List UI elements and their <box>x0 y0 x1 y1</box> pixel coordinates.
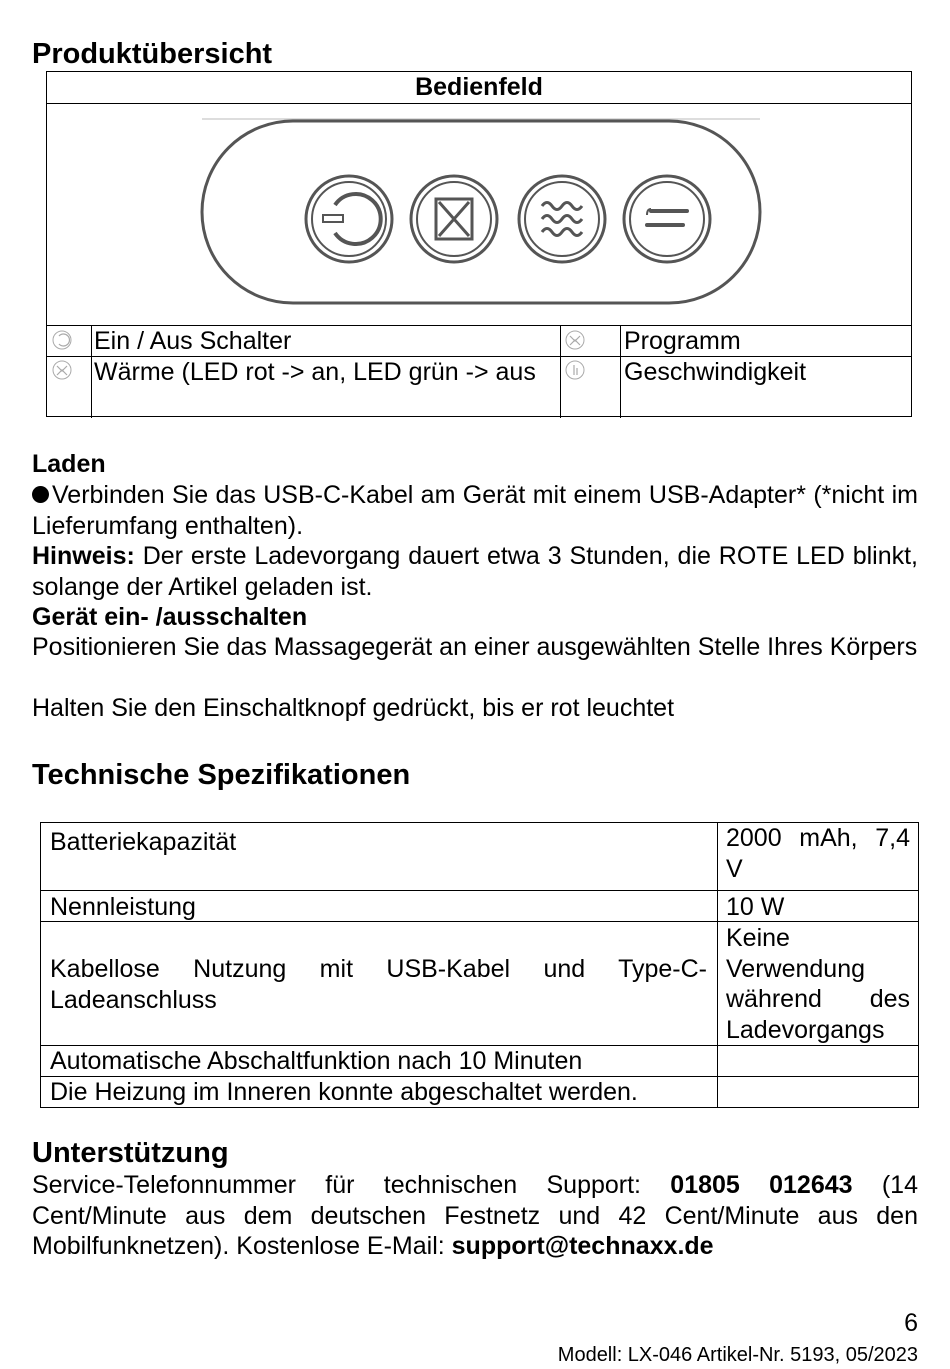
specs-row-divider <box>41 890 918 891</box>
panel-image-cell <box>47 103 911 326</box>
power-text-1: Positionieren Sie das Massagegerät an einer ausgewählten Stelle Ihres Körpers <box>32 633 918 661</box>
legend-divider <box>91 325 92 418</box>
legend-speed-label: Geschwindigkeit <box>624 358 807 386</box>
spec-value-battery: 2000 mAh, 7,4 V <box>726 824 910 883</box>
legend-program-label: Programm <box>624 327 741 355</box>
heat-waves-icon <box>52 360 72 380</box>
control-panel-illustration <box>47 103 913 325</box>
power-heading: Gerät ein- /ausschalten <box>32 603 308 631</box>
spec-value-wireless: Keine Verwendung während des Ladevorgangs <box>726 924 910 1044</box>
spec-label-autooff: Automatische Abschaltfunktion nach 10 Minuten <box>50 1047 583 1075</box>
spec-label-heating: Die Heizung im Inneren konnte abgeschaltet werden. <box>50 1078 638 1106</box>
spec-label-battery: Batteriekapazität <box>50 828 237 856</box>
support-text-a: Service-Telefonnummer für technischen Support: <box>32 1171 671 1199</box>
support-title: Unterstützung <box>32 1137 229 1169</box>
heat-button-icon <box>519 176 605 262</box>
specs-title: Technische Spezifikationen <box>32 759 411 791</box>
support-phone[interactable]: 01805 012643 <box>670 1171 853 1199</box>
power-text-2: Halten Sie den Einschaltknopf gedrückt, bis er rot leuchtet <box>32 694 675 722</box>
legend-divider <box>560 325 561 418</box>
note-label: Hinweis: <box>32 542 135 570</box>
spec-value-power: 10 W <box>726 893 785 921</box>
speed-icon <box>565 360 585 380</box>
legend-divider <box>620 325 621 418</box>
mode-button-icon <box>411 176 497 262</box>
support-text <box>32 1170 918 1262</box>
overview-title: Produktübersicht <box>32 38 273 70</box>
support-email[interactable]: support@technaxx.de <box>451 1232 714 1260</box>
legend-power-label: Ein / Aus Schalter <box>94 327 292 355</box>
charging-bullet-text: Verbinden Sie das USB-C-Kabel am Gerät mit einem USB-Adapter* (*nicht im Lieferumfang enthalten). <box>32 481 918 540</box>
charging-bullet <box>32 480 918 541</box>
speed-button-icon <box>624 176 710 262</box>
spec-label-power: Nennleistung <box>50 893 196 921</box>
specs-table <box>40 822 919 1108</box>
charging-heading: Laden <box>32 450 106 478</box>
spec-label-wireless: Kabellose Nutzung mit USB-Kabel und Type-C-Ladeanschluss <box>50 955 707 1014</box>
mode-m-icon <box>565 330 585 350</box>
specs-col-divider <box>717 823 718 1107</box>
power-icon <box>52 330 72 350</box>
legend-heat-label: Wärme (LED rot -> an, LED grün -> aus <box>94 358 536 386</box>
support-text-b: (14 Cent/Minute aus dem deutschen Festnetz und 42 Cent/Minute aus den Mobilfunknetzen). Kostenlose E-Mail: <box>32 1171 918 1260</box>
panel-header: Bedienfeld <box>47 72 911 104</box>
footer-model: Modell: LX-046 Artikel-Nr. 5193, 05/2023 <box>557 1344 918 1366</box>
control-panel-table <box>46 71 912 417</box>
page-number: 6 <box>904 1309 918 1337</box>
bullet-dot-icon <box>32 486 49 503</box>
note-text: Der erste Ladevorgang dauert etwa 3 Stunden, die ROTE LED blinkt, solange der Artikel geladen ist. <box>32 542 918 601</box>
charging-note <box>32 541 918 602</box>
power-button-icon <box>306 176 392 262</box>
